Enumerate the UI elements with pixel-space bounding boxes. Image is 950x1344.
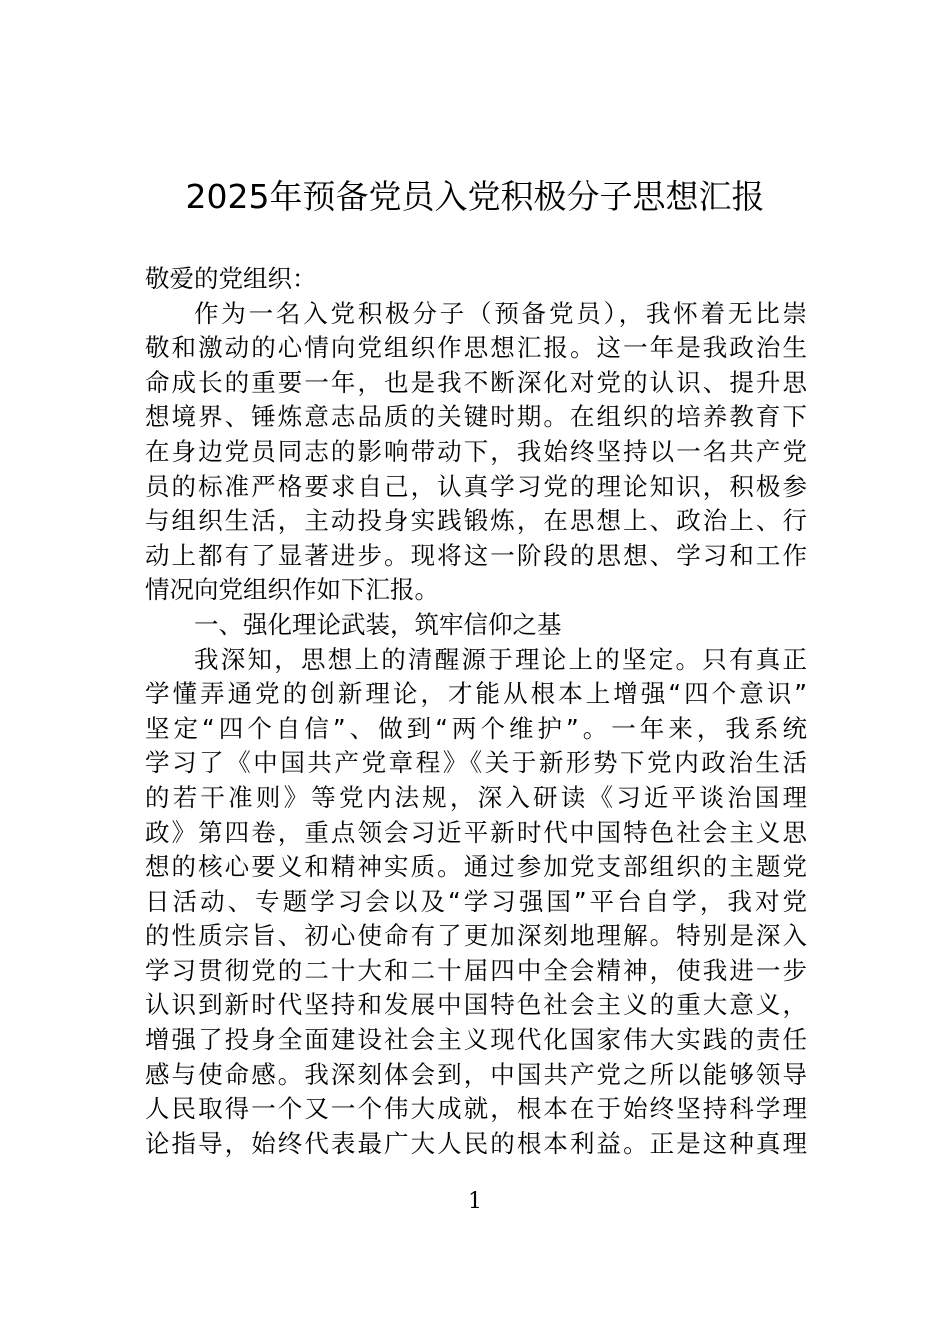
paragraph-line: 增强了投身全面建设社会主义现代化国家伟大实践的责任	[145, 1025, 807, 1055]
paragraph-line: 想的核心要义和精神实质。通过参加党支部组织的主题党	[145, 852, 807, 882]
paragraph-line: 政》第四卷，重点领会习近平新时代中国特色社会主义思	[145, 817, 807, 847]
paragraph-line: 学习贯彻党的二十大和二十届四中全会精神，使我进一步	[145, 955, 807, 985]
paragraph-line: 日活动、专题学习会以及“学习强国”平台自学，我对党	[145, 886, 807, 916]
paragraph-line: 坚定“四个自信”、做到“两个维护”。一年来，我系统	[145, 713, 807, 743]
page-number: 1	[468, 1189, 482, 1214]
document-title: 2025年预备党员入党积极分子思想汇报	[185, 177, 765, 216]
paragraph-line: 的性质宗旨、初心使命有了更加深刻地理解。特别是深入	[145, 921, 807, 951]
paragraph-line: 员的标准严格要求自己，认真学习党的理论知识，积极参	[145, 471, 807, 501]
paragraph-line: 敬和激动的心情向党组织作思想汇报。这一年是我政治生	[145, 333, 807, 363]
paragraph-line: 认识到新时代坚持和发展中国特色社会主义的重大意义，	[145, 990, 807, 1020]
document-body	[145, 262, 807, 1161]
paragraph-line: 与组织生活，主动投身实践锻炼，在思想上、政治上、行	[145, 506, 807, 536]
paragraph-line: 学懂弄通党的创新理论，才能从根本上增强“四个意识”	[145, 679, 807, 709]
paragraph-line: 动上都有了显著进步。现将这一阶段的思想、学习和工作	[145, 540, 807, 570]
paragraph-line: 想境界、锤炼意志品质的关键时期。在组织的培养教育下	[145, 402, 807, 432]
paragraph-line: 的若干准则》等党内法规，深入研读《习近平谈治国理	[145, 782, 807, 812]
paragraph-line: 学习了《中国共产党章程》《关于新形势下党内政治生活	[145, 748, 807, 778]
paragraph-line: 感与使命感。我深刻体会到，中国共产党之所以能够领导	[145, 1059, 807, 1089]
paragraph-line: 命成长的重要一年，也是我不断深化对党的认识、提升思	[145, 367, 807, 397]
section-heading: 一、强化理论武装，筑牢信仰之基	[194, 609, 562, 639]
paragraph-line: 情况向党组织作如下汇报。	[145, 575, 439, 605]
paragraph-line: 论指导，始终代表最广大人民的根本利益。正是这种真理	[145, 1128, 807, 1158]
paragraph-line: 我深知，思想上的清醒源于理论上的坚定。只有真正	[194, 644, 807, 674]
paragraph-line: 作为一名入党积极分子（预备党员），我怀着无比崇	[194, 298, 807, 328]
salutation: 敬爱的党组织：	[145, 264, 317, 293]
paragraph-line: 在身边党员同志的影响带动下，我始终坚持以一名共产党	[145, 436, 807, 466]
paragraph-line: 人民取得一个又一个伟大成就，根本在于始终坚持科学理	[145, 1094, 807, 1124]
